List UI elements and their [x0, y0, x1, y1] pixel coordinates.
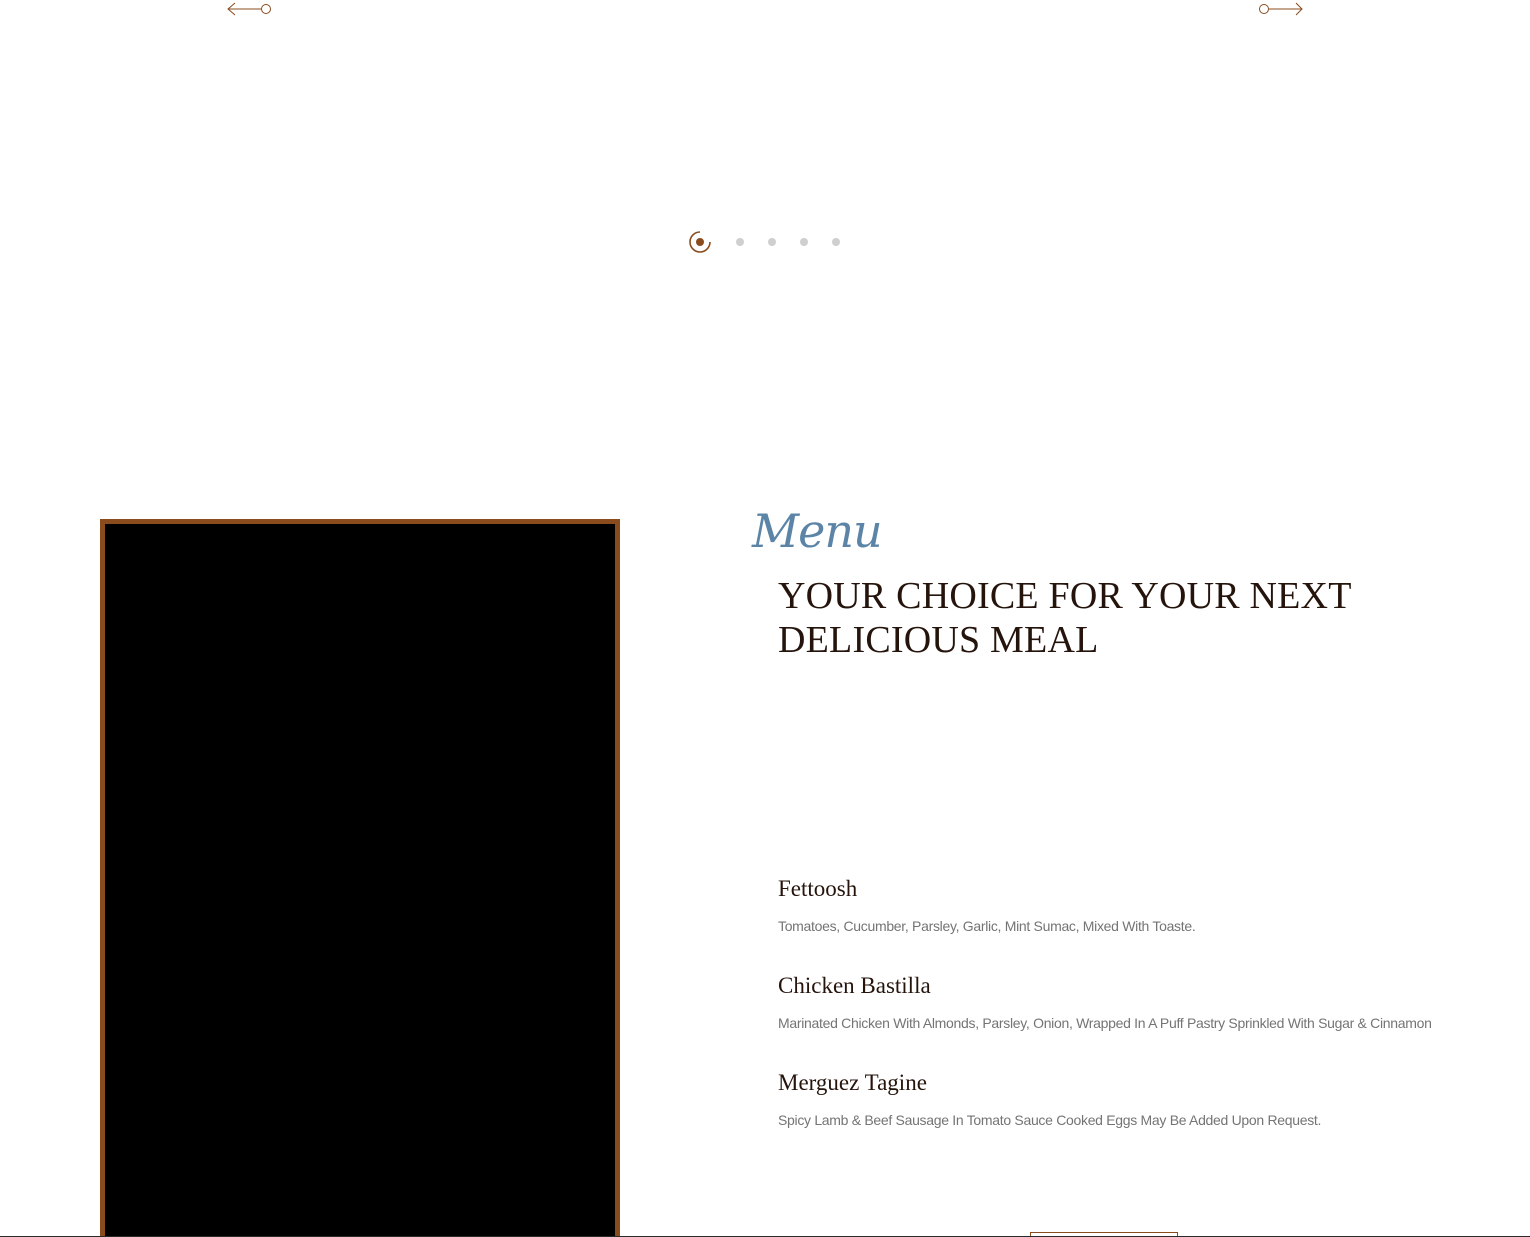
slider-dot[interactable]: [736, 238, 744, 246]
slider-dot[interactable]: [832, 238, 840, 246]
menu-item: [778, 972, 1478, 1032]
menu-item-description: Spicy Lamb & Beef Sausage In Tomato Sauce Cooked Eggs May Be Added Upon Request.: [778, 1112, 1322, 1128]
menu-feature-image: [100, 519, 620, 1237]
active-dot-icon: [689, 231, 711, 253]
arrow-right-icon: [1257, 0, 1305, 18]
slider-next-button[interactable]: [1257, 0, 1305, 18]
menu-item-name: Merguez Tagine: [778, 1070, 927, 1095]
menu-item: [778, 875, 1478, 935]
slider-pagination: [689, 230, 840, 254]
slider-dot[interactable]: [768, 238, 776, 246]
slider-dot-active[interactable]: [689, 231, 711, 253]
menu-item-name: Chicken Bastilla: [778, 973, 931, 998]
slider-dot[interactable]: [800, 238, 808, 246]
menu-item: [778, 1069, 1478, 1129]
section-heading: YOUR CHOICE FOR YOUR NEXT DELICIOUS MEAL: [778, 575, 1351, 661]
menu-item-name: Fettoosh: [778, 876, 858, 901]
menu-item-description: Tomatoes, Cucumber, Parsley, Garlic, Mint Sumac, Mixed With Toaste.: [778, 918, 1196, 934]
section-script-label: Menu: [752, 504, 882, 558]
menu-item-description: Marinated Chicken With Almonds, Parsley, Onion, Wrapped In A Puff Pastry Sprinkled With Sugar & Cinnamon: [778, 1015, 1432, 1031]
slider-prev-button[interactable]: [226, 0, 274, 18]
arrow-left-icon: [226, 0, 274, 18]
